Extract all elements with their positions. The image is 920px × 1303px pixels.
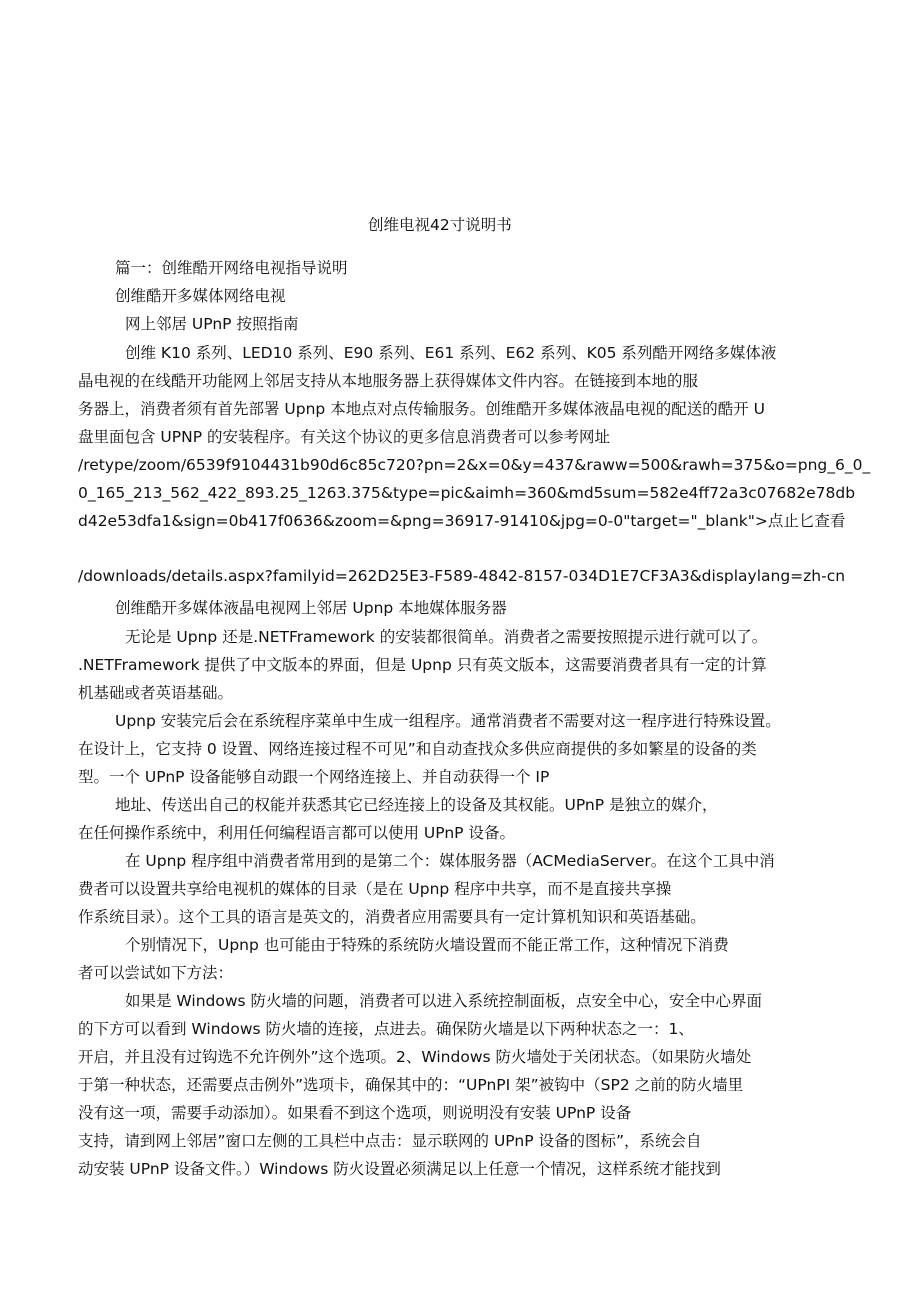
- text-line: 务器上，消费者须有首先部署 Upnp 本地点对点传输服务。创维酷开多媒体液晶电视的配送的酷开 U: [78, 400, 765, 418]
- text-line: 无论是 Upnp 还是.NETFramework 的安装都很简单。消费者之需要按照提示进行就可以了。: [125, 628, 768, 646]
- text-line: 型。一个 UPnP 设备能够自动跟一个网络连接上、并自动获得一个 IP: [78, 768, 550, 786]
- text-line: 创维 K10 系列、LED10 系列、E90 系列、E61 系列、E62 系列、K05 系列酷开网络多媒体液: [125, 344, 777, 362]
- text-line: /downloads/details.aspx?familyid=262D25E3-F589-4842-8157-034D1E7CF3A3&displaylang=zh-cn: [78, 567, 846, 585]
- text-line: 晶电视的在线酷开功能网上邻居支持从本地服务器上获得媒体文件内容。在链接到本地的服: [78, 372, 699, 390]
- text-line: /retype/zoom/6539f9104431b90d6c85c720?pn=2&x=0&y=437&raww=500&rawh=375&o=png_6_0_: [78, 456, 871, 474]
- text-line: 机基础或者英语基础。: [78, 684, 234, 702]
- text-line: 网上邻居 UPnP 按照指南: [125, 315, 299, 333]
- text-line: d42e53dfa1&sign=0b417f0636&zoom=&png=36917-91410&jpg=0-0"target="_blank">点止匕查看: [78, 512, 846, 530]
- text-line: 创维酷开多媒体液晶电视网上邻居 Upnp 本地媒体服务器: [115, 599, 507, 617]
- text-line: 创维酷开多媒体网络电视: [115, 287, 286, 305]
- text-line: 费者可以设置共享给电视机的媒体的目录（是在 Upnp 程序中共享，而不是直接共享操: [78, 880, 672, 898]
- text-line: 地址、传送出自己的权能并获悉其它已经连接上的设备及其权能。UPnP 是独立的媒介，: [115, 796, 718, 814]
- text-line: 在 Upnp 程序组中消费者常用到的是第二个：媒体服务器（ACMediaServer。在这个工具中消: [125, 852, 775, 870]
- text-line: Upnp 安装完后会在系统程序菜单中生成一组程序。通常消费者不需要对这一程序进行特殊设置。: [115, 712, 781, 730]
- text-line: 篇一：创维酷开网络电视指导说明: [115, 259, 348, 277]
- text-line: 的下方可以看到 Windows 防火墙的连接，点进去。确保防火墙是以下两种状态之一：1、: [78, 1020, 694, 1038]
- text-line: 个别情况下，Upnp 也可能由于特殊的系统防火墙设置而不能正常工作，这种情况下消费: [125, 936, 729, 954]
- text-line: 者可以尝试如下方法：: [78, 964, 234, 982]
- text-line: 盘里面包含 UPNP 的安装程序。有关这个协议的更多信息消费者可以参考网址: [78, 428, 610, 446]
- text-line: 开启，并且没有过钩选不允许例外”这个选项。2、Windows 防火墙处于关闭状态。（如果防火墙处: [78, 1048, 752, 1066]
- text-line: 动安装 UPnP 设备文件。）Windows 防火设置必须满足以上任意一个情况，这样系统才能找到: [78, 1160, 721, 1178]
- text-line: 作系统目录）。这个工具的语言是英文的，消费者应用需要具有一定计算机知识和英语基础。: [78, 908, 706, 926]
- text-line: 如果是 Windows 防火墙的问题，消费者可以进入系统控制面板，点安全中心，安全中心界面: [125, 992, 763, 1010]
- document-title: 创维电视42寸说明书: [368, 216, 512, 234]
- text-line: 0_165_213_562_422_893.25_1263.375&type=pic&aimh=360&md5sum=582e4ff72a3c07682e78db: [78, 484, 856, 502]
- text-line: 于第一种状态，还需要点击例外”选项卡，确保其中的：“UPnPI 架”被钩中（SP2 之前的防火墙里: [78, 1076, 744, 1094]
- text-line: 没有这一项，需要手动添加）。如果看不到这个选项，则说明没有安装 UPnP 设备: [78, 1104, 632, 1122]
- text-line: 支持，请到网上邻居”窗口左侧的工具栏中点击：显示联网的 UPnP 设备的图标”，系统会自: [78, 1132, 702, 1150]
- text-line: 在任何操作系统中，利用任何编程语言都可以使用 UPnP 设备。: [78, 824, 515, 842]
- text-line: .NETFramework 提供了中文版本的界面，但是 Upnp 只有英文版本，这需要消费者具有一定的计算: [78, 656, 767, 674]
- text-line: 在设计上，它支持 0 设置、网络连接过程不可见”和自动查找众多供应商提供的多如繁星的设备的类: [78, 740, 757, 758]
